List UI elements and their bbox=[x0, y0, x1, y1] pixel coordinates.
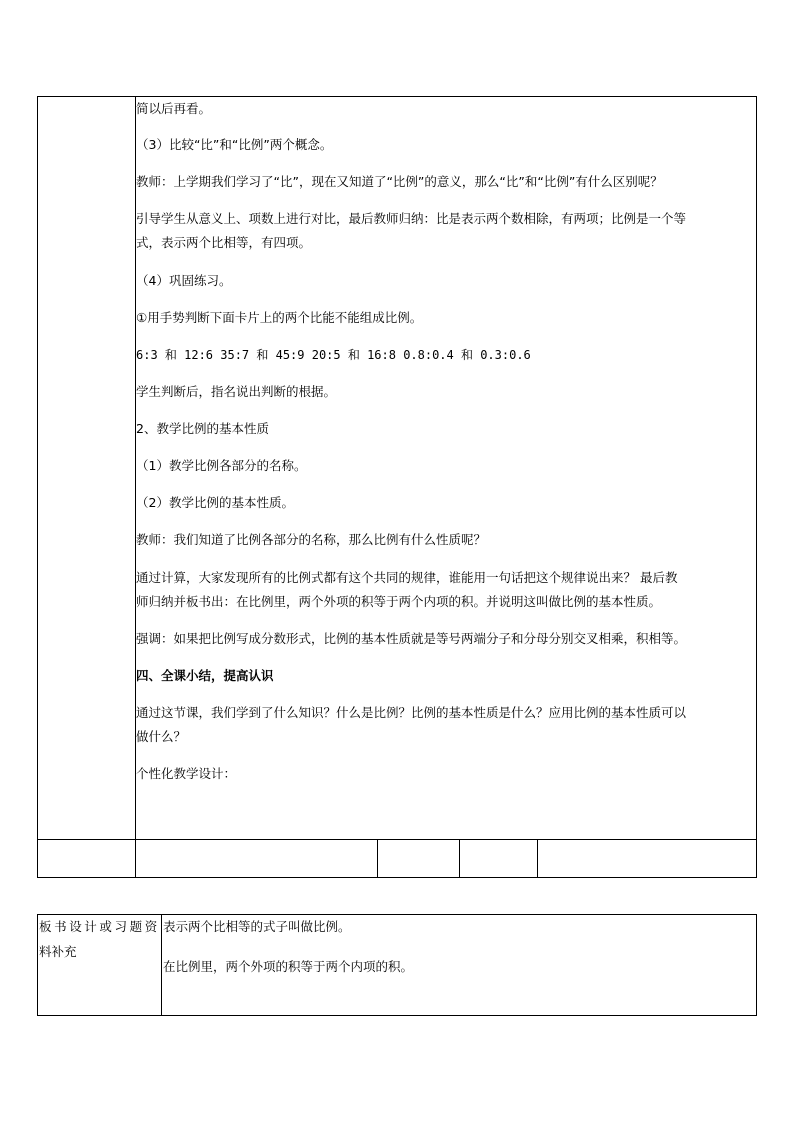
footer-cell-divider-1 bbox=[377, 839, 378, 878]
table-row-divider bbox=[37, 839, 757, 840]
paragraph-14: 强调：如果把比例写成分数形式，比例的基本性质就是等号两端分子和分母分别交叉相乘，积相等。 bbox=[136, 631, 687, 646]
table-border-left bbox=[37, 96, 38, 878]
supplement-line-2: 在比例里，两个外项的积等于两个内项的积。 bbox=[163, 959, 414, 974]
table-border-right bbox=[756, 96, 757, 878]
supp-border-right bbox=[756, 914, 757, 1016]
paragraph-13a: 通过计算，大家发现所有的比例式都有这个共同的规律，谁能用一句话把这个规律说出来？ 最后教 bbox=[136, 570, 678, 585]
paragraph-2: （3）比较“比”和“比例”两个概念。 bbox=[136, 137, 333, 152]
supp-border-bottom bbox=[37, 1015, 757, 1016]
paragraph-4b: 式，表示两个比相等，有四项。 bbox=[136, 235, 312, 250]
paragraph-4a: 引导学生从意义上、项数上进行对比，最后教师归纳：比是表示两个数相除，有两项；比例是一个等 bbox=[136, 211, 687, 226]
section-heading-summary: 四、全课小结，提高认识 bbox=[136, 668, 274, 683]
supp-border-top bbox=[37, 914, 757, 915]
table-border-bottom bbox=[37, 877, 757, 878]
paragraph-3: 教师：上学期我们学习了“比”，现在又知道了“比例”的意义，那么“比”和“比例”有什么区别呢？ bbox=[136, 174, 663, 189]
paragraph-5: （4）巩固练习。 bbox=[136, 273, 232, 288]
paragraph-8: 学生判断后，指名说出判断的根据。 bbox=[136, 384, 337, 399]
paragraph-15a: 通过这节课，我们学到了什么知识？什么是比例？比例的基本性质是什么？应用比例的基本性质可以 bbox=[136, 705, 687, 720]
footer-cell-divider-3 bbox=[537, 839, 538, 878]
supplement-label-line2: 料补充 bbox=[39, 944, 77, 959]
footer-cell-divider-2 bbox=[459, 839, 460, 878]
paragraph-1: 简以后再看。 bbox=[136, 101, 212, 116]
paragraph-13b: 师归纳并板书出：在比例里，两个外项的积等于两个内项的积。并说明这叫做比例的基本性质。 bbox=[136, 594, 662, 609]
paragraph-11: （2）教学比例的基本性质。 bbox=[136, 495, 294, 510]
paragraph-9: 2、教学比例的基本性质 bbox=[136, 421, 269, 436]
supp-column-divider bbox=[161, 914, 162, 1016]
paragraph-16: 个性化教学设计： bbox=[136, 766, 237, 781]
paragraph-12: 教师：我们知道了比例各部分的名称，那么比例有什么性质呢？ bbox=[136, 532, 487, 547]
supplement-line-1: 表示两个比相等的式子叫做比例。 bbox=[163, 919, 351, 934]
table-border-top bbox=[37, 96, 757, 97]
paragraph-7: 6:3 和 12:6 35:7 和 45:9 20:5 和 16:8 0.8:0.4 和 0.3:0.6 bbox=[136, 348, 531, 362]
paragraph-10: （1）教学比例各部分的名称。 bbox=[136, 458, 307, 473]
paragraph-6: ①用手势判断下面卡片上的两个比能不能组成比例。 bbox=[136, 310, 423, 325]
supplement-label-line1: 板书设计或习题资 bbox=[39, 919, 160, 934]
supp-border-left bbox=[37, 914, 38, 1016]
paragraph-15b: 做什么？ bbox=[136, 729, 187, 744]
